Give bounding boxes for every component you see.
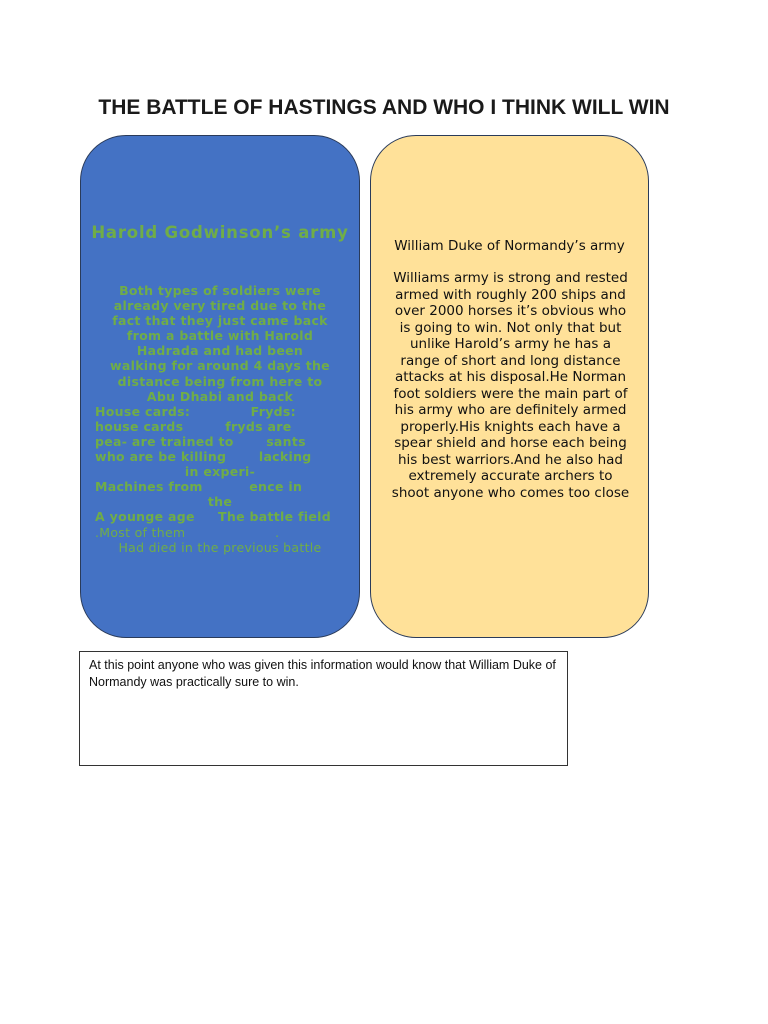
harold-army-text — [95, 283, 345, 555]
harold-army-panel — [80, 135, 360, 638]
harold-army-heading: Harold Godwinson’s army — [91, 223, 349, 242]
william-army-panel — [370, 135, 649, 638]
harold-detail-line: A younge age The battle field — [95, 509, 331, 525]
harold-detail-line: Had died in the previous battle — [118, 539, 322, 555]
harold-detail-line: House cards: Fryds: — [95, 403, 296, 419]
william-army-text: Williams army is strong and rested armed with roughly 200 ships and over 2000 horses it’s obvious who is going to win. Not only that but unlike Harold’s army he has a range of short and long distance attacks at his disposal.He Norman foot soldiers were the main part of his army who are definitely armed properly.His knights each have a spear shield and horse each being his best warriors.And he also had extremely accurate archers to shoot anyone who comes too close — [391, 270, 630, 501]
page-title: THE BATTLE OF HASTINGS AND WHO I THINK WILL WIN — [98, 96, 670, 119]
harold-intro-line: Both types of soldiers were — [119, 283, 321, 298]
harold-detail-line: who are be killing lacking — [95, 449, 312, 465]
harold-detail-line: Machines from ence in — [95, 479, 303, 495]
harold-intro-line: walking for around 4 days the — [110, 358, 330, 374]
harold-detail-line: .Most of them . — [95, 524, 280, 540]
harold-detail-line: in experi- — [184, 464, 256, 480]
harold-intro-line: fact that they just came back — [112, 313, 328, 329]
harold-detail-line: pea- are trained to sants — [95, 433, 306, 449]
conclusion-box: At this point anyone who was given this information would know that William Duke of Normandy was practically sure to win. — [79, 651, 568, 766]
harold-detail-line: house cards fryds are — [95, 418, 292, 434]
harold-intro-line: Hadrada and had been — [136, 343, 304, 359]
harold-intro-line: from a battle with Harold — [126, 328, 314, 344]
william-army-heading: William Duke of Normandy’s army — [394, 238, 625, 254]
harold-intro-line: distance being from here to — [117, 373, 323, 389]
harold-detail-line: the — [207, 494, 233, 510]
harold-intro-line: already very tired due to the — [113, 298, 327, 314]
harold-intro-line: Abu Dhabi and back — [146, 388, 294, 404]
